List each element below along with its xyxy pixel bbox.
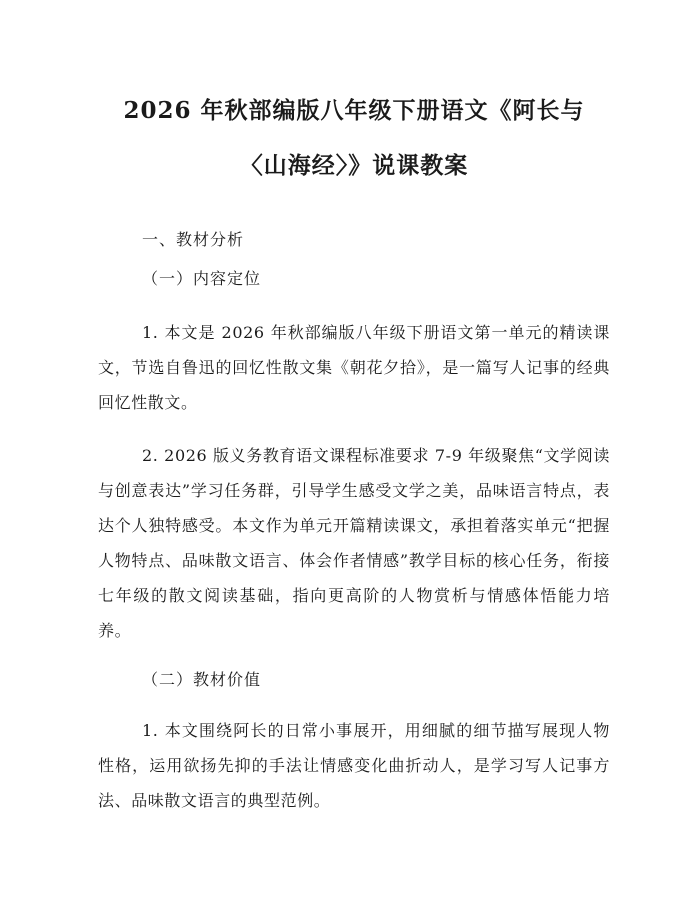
subsection-heading-content-positioning: （一）内容定位 xyxy=(142,269,262,288)
section-heading-teaching-material-analysis: 一、教材分析 xyxy=(142,230,245,249)
document-title xyxy=(98,83,610,193)
paragraph-content-positioning-2: 2. 2026 版义务教育语文课程标准要求 7-9 年级聚焦“文学阅读与创意表达”学习任务群，引导学生感受文学之美，品味语言特点，表达个人独特感受。本文作为单元开篇精读课文，承担着落实单元“把握人物特点、品味散文语言、体会作者情感”教学目标的核心任务，衔接七年级的散文阅读基础，指向更高阶的人物赏析与情感体悟能力培养。 xyxy=(98,446,610,640)
title-line-2: 〈山海经〉》说课教案 xyxy=(239,152,469,179)
subsection-heading-teaching-material-value: （二）教材价值 xyxy=(142,670,262,689)
title-line-1: 2026 年秋部编版八年级下册语文《阿长与 xyxy=(123,97,585,124)
paragraph-teaching-material-value-1: 1. 本文围绕阿长的日常小事展开，用细腻的细节描写展现人物性格，运用欲扬先抑的手法让情感变化曲折动人，是学习写人记事方法、品味散文语言的典型范例。 xyxy=(98,721,610,810)
paragraph-content-positioning-1: 1. 本文是 2026 年秋部编版八年级下册语文第一单元的精读课文，节选自鲁迅的回忆性散文集《朝花夕拾》，是一篇写人记事的经典回忆性散文。 xyxy=(98,323,610,412)
